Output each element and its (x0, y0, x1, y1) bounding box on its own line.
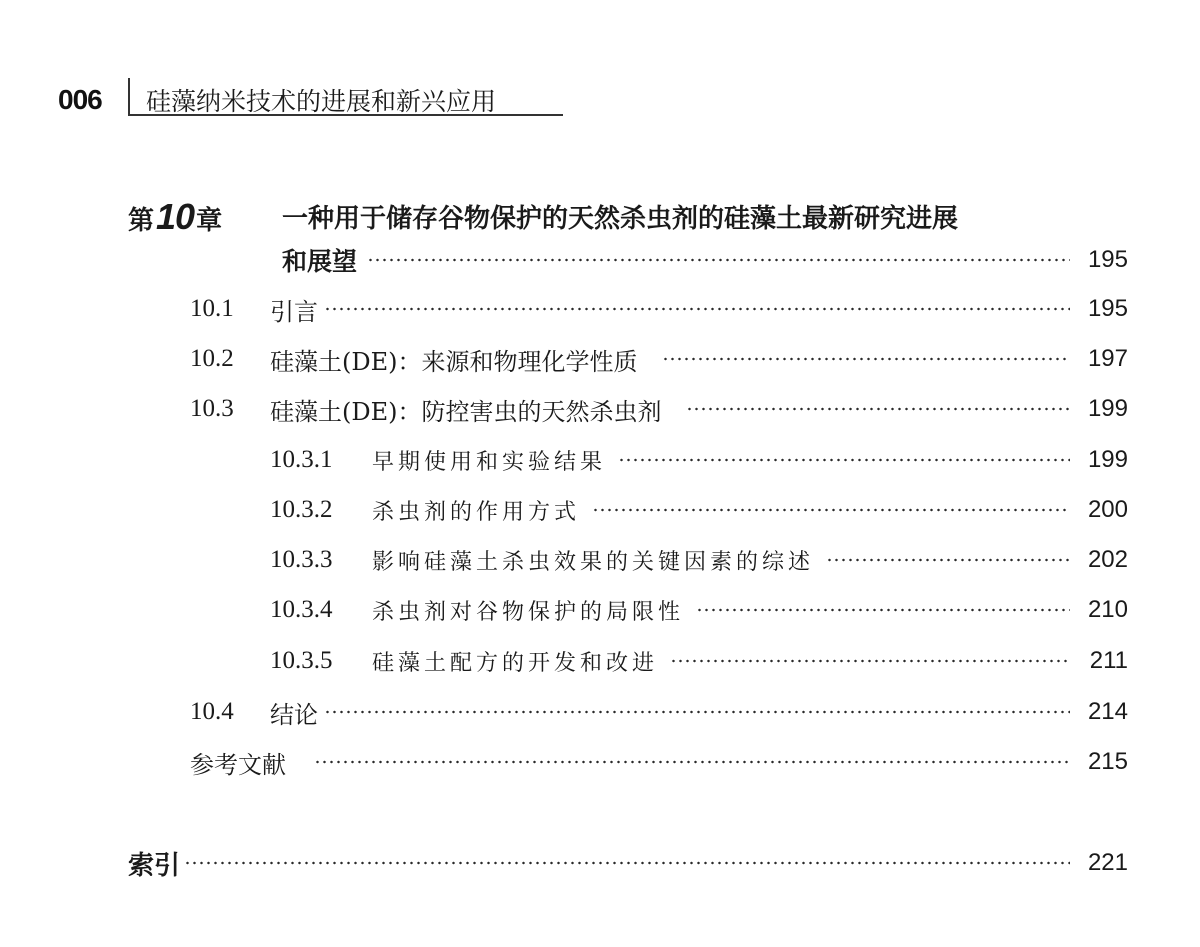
dot-leader (367, 254, 1070, 266)
section-title: 早期使用和实验结果 (372, 449, 607, 475)
dot-leader (670, 655, 1070, 667)
toc-page-number: 221 (1087, 849, 1128, 876)
chapter-title-line2: 和展望 (282, 247, 358, 276)
toc-entry[interactable] (270, 542, 1128, 578)
dot-leader (686, 403, 1071, 415)
section-number: 10.3 (190, 395, 234, 422)
page-number: 006 (58, 84, 102, 115)
section-title: 结论 (270, 700, 318, 729)
toc-entry[interactable] (190, 341, 1128, 377)
toc-entry[interactable] (270, 592, 1128, 628)
toc-entry[interactable] (270, 492, 1128, 528)
toc-entry-references[interactable] (190, 744, 1128, 780)
toc-page-number: 199 (1087, 446, 1128, 473)
index-title: 索引 (128, 850, 181, 881)
section-number: 10.3.1 (270, 446, 333, 473)
chapter-title-line1: 一种用于储存谷物保护的天然杀虫剂的硅藻土最新研究进展 (282, 204, 959, 234)
dot-leader (324, 706, 1070, 718)
header-vertical-rule (128, 78, 130, 116)
section-title: 杀虫剂对谷物保护的局限性 (372, 599, 685, 625)
chapter-suffix: 章 (196, 206, 223, 236)
dot-leader (592, 504, 1070, 516)
dot-leader (662, 353, 1071, 365)
toc-entry[interactable] (190, 391, 1128, 427)
toc-page-number: 199 (1087, 395, 1128, 422)
section-number: 10.1 (190, 295, 234, 322)
section-title: 杀虫剂的作用方式 (372, 499, 581, 525)
toc-page-number: 215 (1087, 748, 1128, 775)
section-title: 硅藻土(DE)：来源和物理化学性质 (270, 347, 638, 376)
dot-leader (184, 857, 1070, 869)
section-title: 影响硅藻土杀虫效果的关键因素的综述 (372, 549, 815, 575)
toc-page-number: 210 (1087, 596, 1128, 623)
toc-entry[interactable] (190, 291, 1128, 327)
chapter-label (128, 196, 222, 236)
dot-leader (826, 554, 1070, 566)
toc-page-number: 200 (1087, 496, 1128, 523)
toc-page-number: 197 (1087, 345, 1128, 372)
references-title: 参考文献 (190, 750, 286, 779)
section-number: 10.3.5 (270, 647, 333, 674)
running-head (58, 78, 563, 118)
toc-entry[interactable] (190, 694, 1128, 730)
section-title: 引言 (270, 297, 318, 326)
section-title: 硅藻土配方的开发和改进 (372, 650, 659, 676)
section-number: 10.2 (190, 345, 234, 372)
toc-page-number: 202 (1087, 546, 1128, 573)
toc-page-number: 195 (1087, 295, 1128, 322)
section-number: 10.3.4 (270, 596, 333, 623)
dot-leader (696, 604, 1070, 616)
toc-chapter-row[interactable] (282, 242, 1128, 278)
chapter-prefix: 第 (128, 206, 155, 236)
chapter-number: 10 (156, 196, 195, 237)
dot-leader (618, 454, 1070, 466)
toc-entry-index[interactable] (128, 845, 1128, 881)
section-number: 10.3.2 (270, 496, 333, 523)
section-title: 硅藻土(DE)：防控害虫的天然杀虫剂 (270, 397, 662, 426)
section-number: 10.3.3 (270, 546, 333, 573)
dot-leader (314, 756, 1070, 768)
section-number: 10.4 (190, 698, 234, 725)
book-title: 硅藻纳米技术的进展和新兴应用 (146, 87, 497, 116)
dot-leader (324, 303, 1070, 315)
toc-page-number: 214 (1087, 698, 1128, 725)
toc-page-number: 211 (1089, 647, 1128, 674)
toc-entry[interactable] (270, 643, 1128, 679)
toc-entry[interactable] (270, 442, 1128, 478)
toc-page-number: 195 (1087, 246, 1128, 273)
